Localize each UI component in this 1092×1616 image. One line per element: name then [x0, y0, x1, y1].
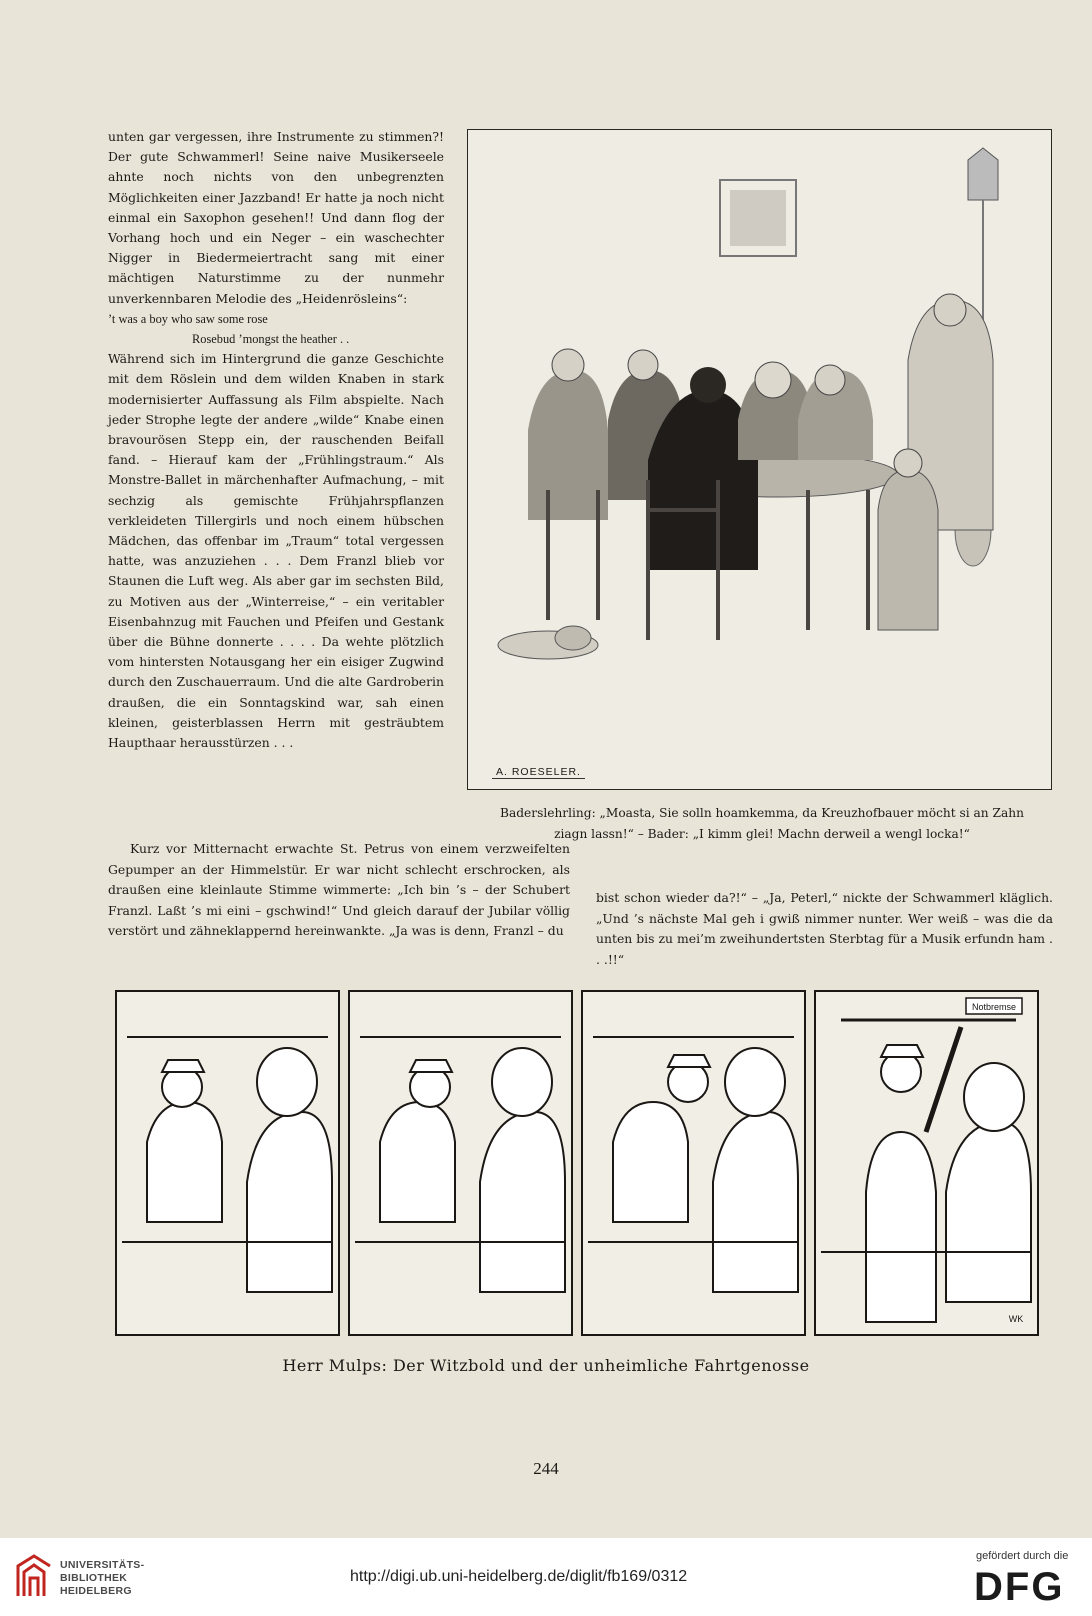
institution-line-2: BIBLIOTHEK — [60, 1572, 128, 1584]
song-lyrics — [108, 309, 444, 349]
comic-strip — [115, 990, 1041, 1340]
paragraph-3: Kurz vor Mitternacht erwachte St. Petrus von einem verzweifelten Gepumper an der Himmelstür. Er war nicht schlecht erschrocken, als draußen eine kleinlaute Stimme wimmerte: „Ich bin ’s – der Schubert Franzl. Laßt ’s mi eini – gschwind!“ Und gleich darauf der Jubilar völlig verstört und zähneklappernd hereinwankte. „Ja was is denn, Franzl – du — [108, 841, 570, 938]
comic-panel-4 — [814, 990, 1039, 1336]
funding-note: gefördert durch die — [976, 1550, 1069, 1562]
comic-strip-title: Herr Mulps: Der Witzbold und der unheimliche Fahrtgenosse — [282, 1356, 810, 1375]
panel-4-drawing — [816, 992, 1037, 1334]
comic-panel-2 — [348, 990, 573, 1336]
institution-line-3: HEIDELBERG — [60, 1585, 132, 1597]
song-line-1: ’t was a boy who saw some rose — [108, 311, 268, 326]
left-text-column — [108, 127, 444, 753]
bottom-right-text — [596, 876, 1053, 983]
paragraph-4: bist schon wieder da?!“ – „Ja, Peterl,“ nickte der Schwammerl kläglich. „Und ’s nächste Mal geh i gwiß nimmer nunter. Wer weiß – was die da unten bis zu mei’m zweihundertsten Sterbtag für a Musik erfundn ham . . .!!“ — [596, 890, 1053, 967]
panel-3-drawing — [583, 992, 804, 1334]
emergency-brake-label: Notbremse — [971, 1002, 1017, 1012]
tavern-scene-drawing — [468, 130, 1051, 789]
panel-1-drawing — [117, 992, 338, 1334]
comic-panel-1 — [115, 990, 340, 1336]
tavern-illustration — [467, 129, 1052, 790]
artist-signature: A. ROESELER. — [492, 766, 585, 779]
paragraph-1: unten gar vergessen, ihre Instrumente zu stimmen?! Der gute Schwammerl! Seine naive Musikerseele ahnte noch nichts von den unbegrenzten Möglichkeiten einer Jazzband! Er hatte ja noch nicht einmal ein Saxophon gesehen!! Und dann flog der Vorhang hoch und ein Neger – ein waschechter Nigger in Biedermeiertracht sang mit einer mächtigen Naturstimme zu der nunmehr unverkennbaren Melodie des „Heidenrösleins“: — [108, 129, 444, 306]
footer-bar — [0, 1538, 1092, 1616]
institution-line-1: UNIVERSITÄTS- — [60, 1559, 145, 1571]
university-logo-icon[interactable] — [14, 1552, 54, 1604]
comic-panel-3 — [581, 990, 806, 1336]
comic-artist-mark: WK — [1008, 1314, 1024, 1324]
panel-2-drawing — [350, 992, 571, 1334]
permalink-url[interactable]: http://digi.ub.uni-heidelberg.de/diglit/fb169/0312 — [350, 1568, 688, 1585]
bottom-left-text — [108, 839, 570, 942]
song-line-2: Rosebud ’mongst the heather . . — [192, 332, 350, 347]
university-name — [60, 1559, 144, 1598]
dfg-logo[interactable]: DFG — [974, 1565, 1065, 1609]
caption-line-2: ziagn lassn!“ – Bader: „I kimm glei! Machn derweil a wengl locka!“ — [554, 827, 970, 841]
page-number: 244 — [533, 1459, 559, 1478]
paragraph-2: Während sich im Hintergrund die ganze Geschichte mit dem Röslein und dem wilden Knaben in stark modernisierter Auffassung als Film abspielte. Nach jeder Strophe legte der andere „wilde“ Knabe einen bravourösen Stepp ein, der rauschenden Beifall fand. – Hierauf kam der „Frühlingstraum.“ Als Monstre-Ballet in märchenhafter Aufmachung, – mit sechzig als gemischte Frühjahrspflanzen verkleideten Tillergirls und noch einem hübschen Mädchen, das offenbar im „Traum“ total vergessen hatte, was anzuziehen . . . Dem Franzl blieb vor Staunen die Luft weg. Als aber gar im sechsten Bild, zu Motiven aus der „Winterreise,“ – ein veritabler Eisenbahnzug mit Fauchen und Pfeifen und Gestank über die Bühne donnerte . . . . Da wehte plötzlich vom hintersten Notausgang her ein eisiger Zugwind durch den Zuschauerraum. Und die alte Gardroberin draußen, die ein Sonntagskind war, sah einen kleinen, geisterblassen Herrn mit gesträubtem Haupthaar herausstürzen . . . — [108, 351, 444, 751]
caption-line-1: Baderslehrling: „Moasta, Sie solln hoamkemma, da Kreuzhofbauer möcht si an Zahn — [500, 806, 1024, 820]
